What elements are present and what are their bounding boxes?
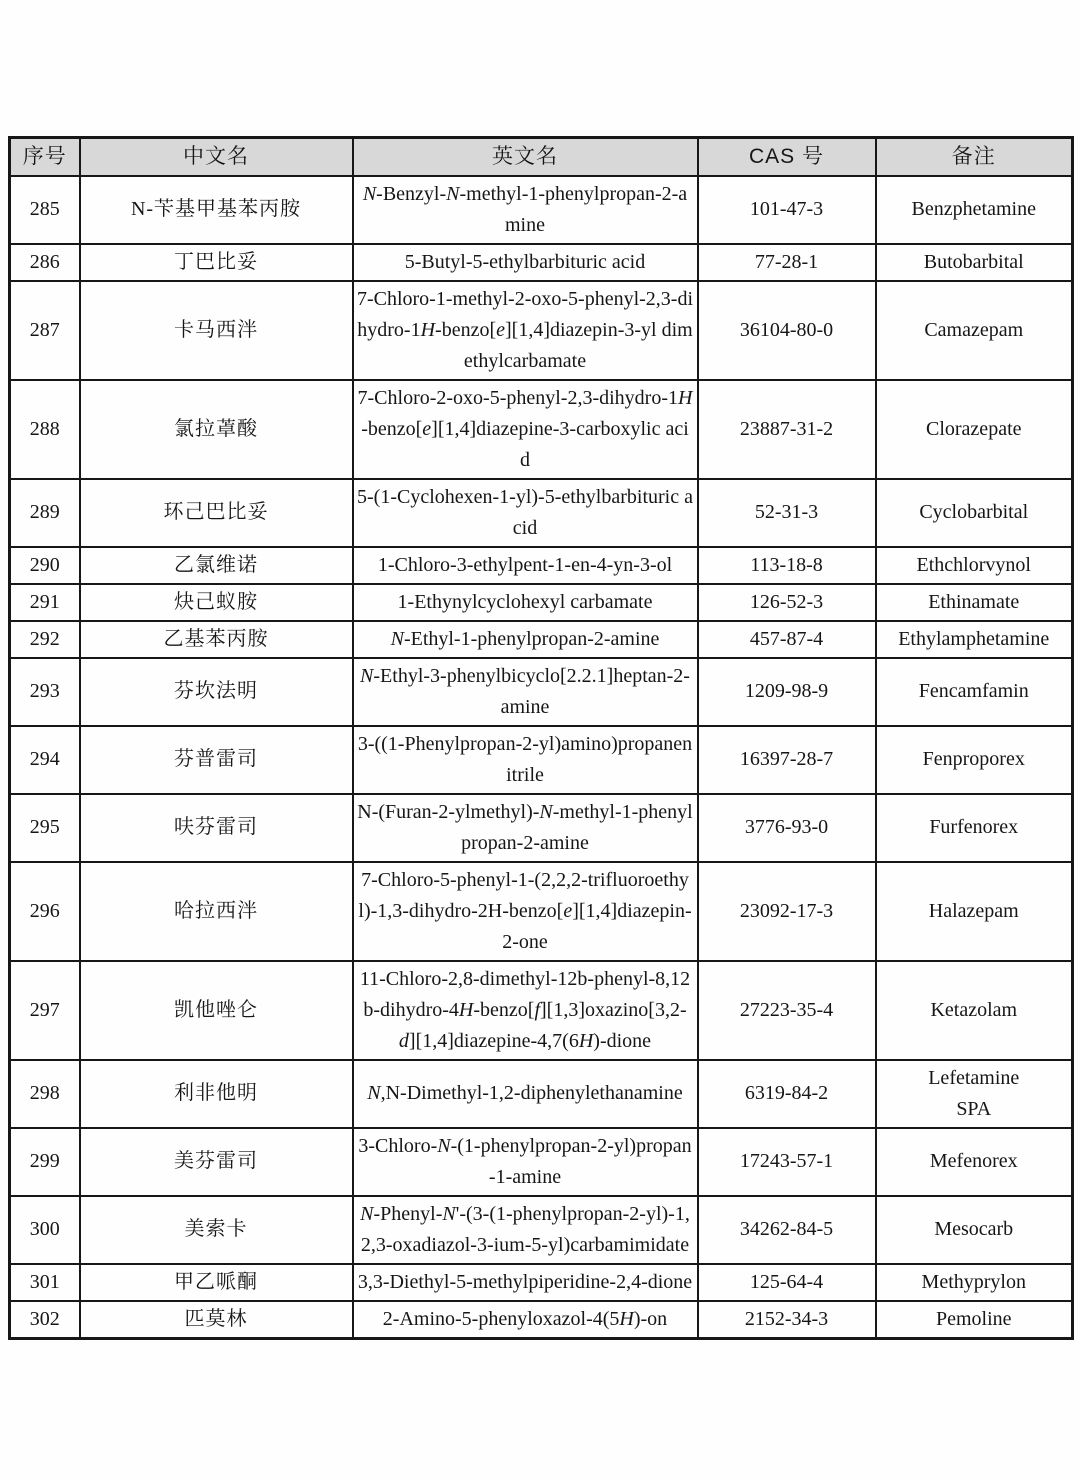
table-row [10,1301,1073,1339]
cas-number-cell: 23092-17-3 [698,862,876,961]
remark-cell: Lefetamine SPA [876,1060,1073,1128]
english-name-cell: 3-Chloro-N-(1-phenylpropan-2-yl)propan-1-amine [353,1128,698,1196]
row-number-cell: 300 [10,1196,80,1264]
english-name-cell: N-Ethyl-3-phenylbicyclo[2.2.1]heptan-2-amine [353,658,698,726]
column-header-cas-number: CAS 号 [698,138,876,176]
remark-cell: Clorazepate [876,380,1073,479]
row-number-cell: 298 [10,1060,80,1128]
cas-number-cell: 36104-80-0 [698,281,876,380]
substance-table [8,136,1074,1340]
cas-number-cell: 101-47-3 [698,176,876,244]
english-name-cell: 3,3-Diethyl-5-methylpiperidine-2,4-dione [353,1264,698,1301]
cas-number-cell: 27223-35-4 [698,961,876,1060]
row-number-cell: 302 [10,1301,80,1339]
remark-cell: Mesocarb [876,1196,1073,1264]
english-name-cell: 5-(1-Cyclohexen-1-yl)-5-ethylbarbituric acid [353,479,698,547]
table-row [10,547,1073,584]
table-row [10,281,1073,380]
row-number-cell: 285 [10,176,80,244]
remark-cell: Furfenorex [876,794,1073,862]
row-number-cell: 294 [10,726,80,794]
table-row [10,380,1073,479]
remark-cell: Pemoline [876,1301,1073,1339]
remark-cell: Mefenorex [876,1128,1073,1196]
chinese-name-cell: 匹莫林 [80,1301,353,1339]
row-number-cell: 287 [10,281,80,380]
table-body [10,176,1073,1339]
chinese-name-cell: 乙基苯丙胺 [80,621,353,658]
cas-number-cell: 2152-34-3 [698,1301,876,1339]
cas-number-cell: 1209-98-9 [698,658,876,726]
cas-number-cell: 16397-28-7 [698,726,876,794]
english-name-cell: 1-Chloro-3-ethylpent-1-en-4-yn-3-ol [353,547,698,584]
english-name-cell: N-Benzyl-N-methyl-1-phenylpropan-2-amine [353,176,698,244]
chinese-name-cell: 氯拉䓬酸 [80,380,353,479]
table-row [10,794,1073,862]
english-name-cell: N-Ethyl-1-phenylpropan-2-amine [353,621,698,658]
row-number-cell: 301 [10,1264,80,1301]
row-number-cell: 297 [10,961,80,1060]
row-number-cell: 299 [10,1128,80,1196]
remark-cell: Ethylamphetamine [876,621,1073,658]
row-number-cell: 289 [10,479,80,547]
english-name-cell: 7-Chloro-2-oxo-5-phenyl-2,3-dihydro-1H-benzo[e][1,4]diazepine-3-carboxylic acid [353,380,698,479]
chinese-name-cell: 甲乙哌酮 [80,1264,353,1301]
cas-number-cell: 23887-31-2 [698,380,876,479]
remark-cell: Halazepam [876,862,1073,961]
remark-cell: Cyclobarbital [876,479,1073,547]
english-name-cell: 7-Chloro-1-methyl-2-oxo-5-phenyl-2,3-dihydro-1H-benzo[e][1,4]diazepin-3-yl dimethylcarbamate [353,281,698,380]
remark-cell: Fenproporex [876,726,1073,794]
cas-number-cell: 125-64-4 [698,1264,876,1301]
chinese-name-cell: N-苄基甲基苯丙胺 [80,176,353,244]
remark-cell: Butobarbital [876,244,1073,281]
cas-number-cell: 3776-93-0 [698,794,876,862]
column-header-english-name: 英文名 [353,138,698,176]
english-name-cell: 5-Butyl-5-ethylbarbituric acid [353,244,698,281]
cas-number-cell: 17243-57-1 [698,1128,876,1196]
table-row [10,1060,1073,1128]
table-row [10,584,1073,621]
chinese-name-cell: 环己巴比妥 [80,479,353,547]
remark-cell: Benzphetamine [876,176,1073,244]
table-row [10,862,1073,961]
chinese-name-cell: 芬普雷司 [80,726,353,794]
chinese-name-cell: 呋芬雷司 [80,794,353,862]
english-name-cell: N,N-Dimethyl-1,2-diphenylethanamine [353,1060,698,1128]
table-row [10,1196,1073,1264]
row-number-cell: 296 [10,862,80,961]
table-row [10,726,1073,794]
remark-cell: Ketazolam [876,961,1073,1060]
english-name-cell: N-(Furan-2-ylmethyl)-N-methyl-1-phenylpropan-2-amine [353,794,698,862]
row-number-cell: 295 [10,794,80,862]
row-number-cell: 286 [10,244,80,281]
chinese-name-cell: 丁巴比妥 [80,244,353,281]
chinese-name-cell: 利非他明 [80,1060,353,1128]
remark-cell: Ethinamate [876,584,1073,621]
chinese-name-cell: 美索卡 [80,1196,353,1264]
english-name-cell: 11-Chloro-2,8-dimethyl-12b-phenyl-8,12b-dihydro-4H-benzo[f][1,3]oxazino[3,2-d][1,4]diazepine-4,7(6H)-dione [353,961,698,1060]
chinese-name-cell: 乙氯维诺 [80,547,353,584]
remark-cell: Fencamfamin [876,658,1073,726]
column-header-remark: 备注 [876,138,1073,176]
table-header-row [10,138,1073,176]
chinese-name-cell: 卡马西泮 [80,281,353,380]
column-header-chinese-name: 中文名 [80,138,353,176]
english-name-cell: 2-Amino-5-phenyloxazol-4(5H)-on [353,1301,698,1339]
table-row [10,1264,1073,1301]
english-name-cell: 7-Chloro-5-phenyl-1-(2,2,2-trifluoroethyl)-1,3-dihydro-2H-benzo[e][1,4]diazepin-2-one [353,862,698,961]
cas-number-cell: 77-28-1 [698,244,876,281]
column-header-number: 序号 [10,138,80,176]
table-row [10,658,1073,726]
chinese-name-cell: 炔己蚁胺 [80,584,353,621]
table-row [10,479,1073,547]
cas-number-cell: 52-31-3 [698,479,876,547]
cas-number-cell: 34262-84-5 [698,1196,876,1264]
table-row [10,621,1073,658]
remark-cell: Methyprylon [876,1264,1073,1301]
table-row [10,244,1073,281]
cas-number-cell: 126-52-3 [698,584,876,621]
row-number-cell: 290 [10,547,80,584]
cas-number-cell: 113-18-8 [698,547,876,584]
table-row [10,1128,1073,1196]
chinese-name-cell: 哈拉西泮 [80,862,353,961]
row-number-cell: 291 [10,584,80,621]
chinese-name-cell: 美芬雷司 [80,1128,353,1196]
row-number-cell: 292 [10,621,80,658]
chinese-name-cell: 芬坎法明 [80,658,353,726]
chinese-name-cell: 凯他唑仑 [80,961,353,1060]
cas-number-cell: 457-87-4 [698,621,876,658]
row-number-cell: 288 [10,380,80,479]
remark-cell: Ethchlorvynol [876,547,1073,584]
english-name-cell: 3-((1-Phenylpropan-2-yl)amino)propanenitrile [353,726,698,794]
row-number-cell: 293 [10,658,80,726]
table-row [10,961,1073,1060]
english-name-cell: N-Phenyl-N'-(3-(1-phenylpropan-2-yl)-1,2,3-oxadiazol-3-ium-5-yl)carbamimidate [353,1196,698,1264]
english-name-cell: 1-Ethynylcyclohexyl carbamate [353,584,698,621]
cas-number-cell: 6319-84-2 [698,1060,876,1128]
table-row [10,176,1073,244]
remark-cell: Camazepam [876,281,1073,380]
